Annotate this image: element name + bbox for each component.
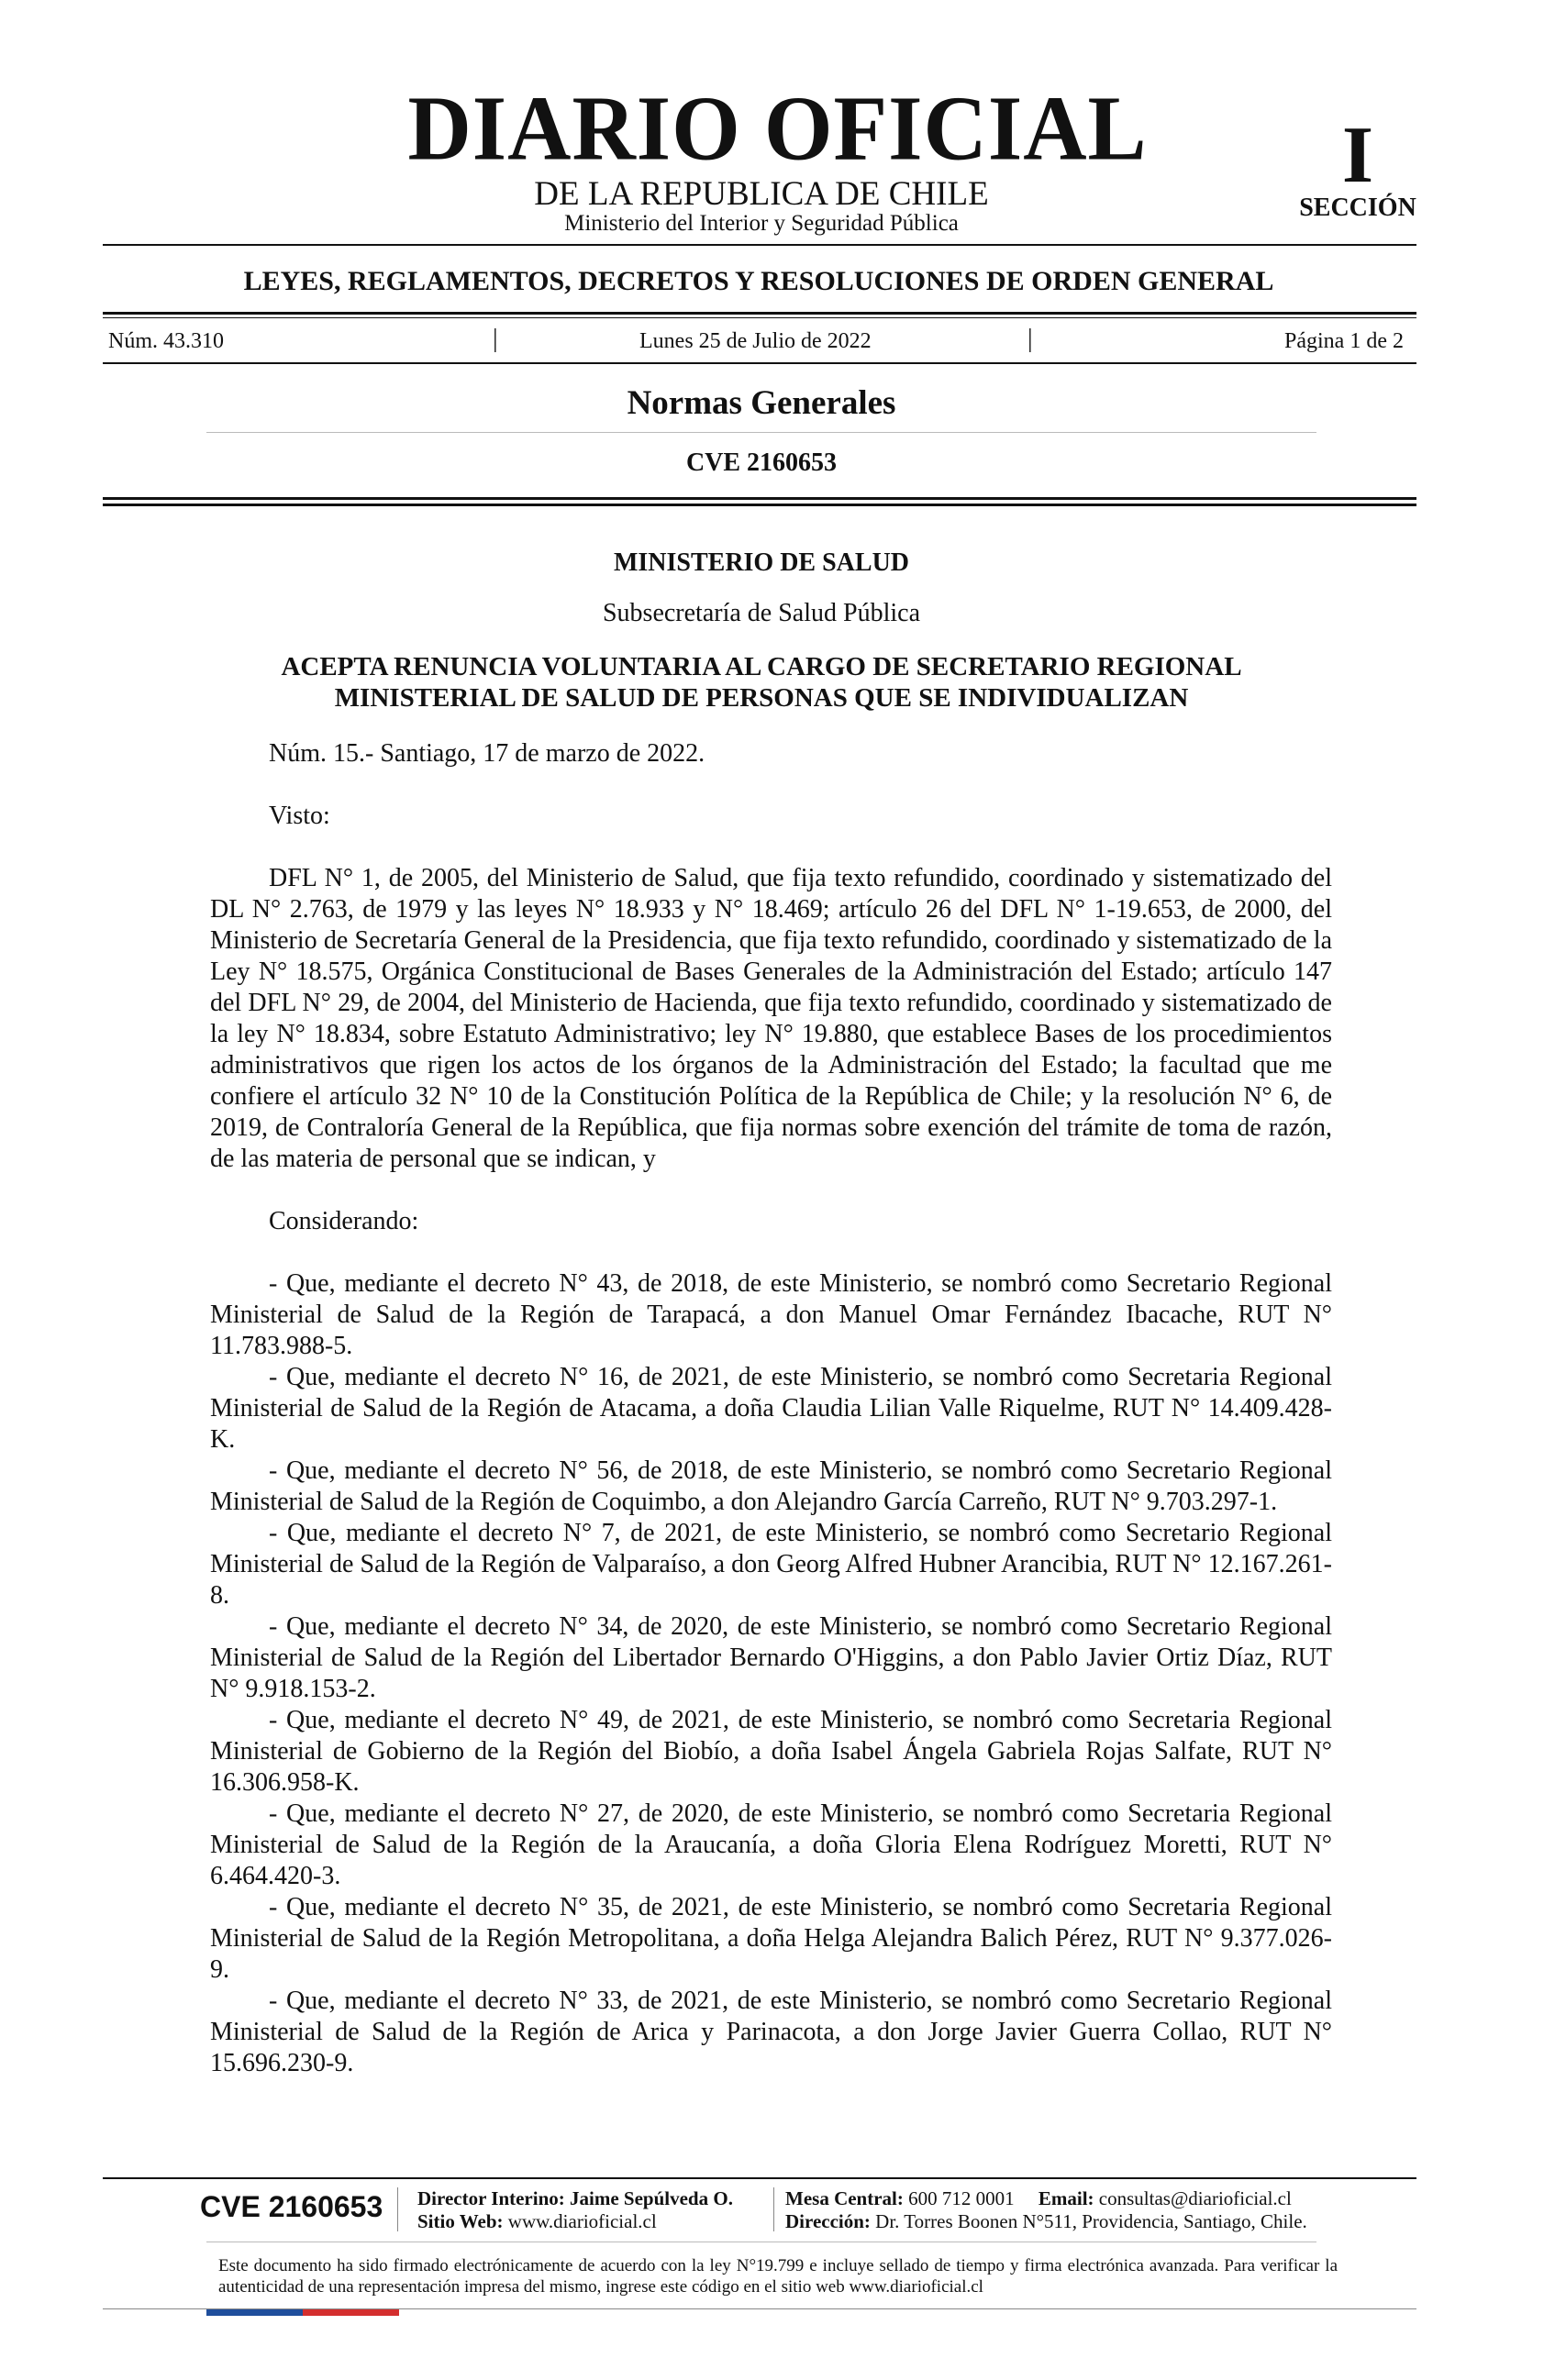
footer-divider bbox=[773, 2187, 774, 2231]
considerando-item: - Que, mediante el decreto N° 34, de 2020, de este Ministerio, se nombró como Secretario Regional Ministerial de Salud de la Región del Libertador Bernardo O'Higgins, a don Pablo Javier Ortiz Díaz, RUT N° 9.918.153-2. bbox=[210, 1612, 1332, 1703]
considerando-item: - Que, mediante el decreto N° 43, de 2018, de este Ministerio, se nombró como Secretario Regional Ministerial de Salud de la Región de Tarapacá, a don Manuel Omar Fernández Ibacache, RUT N° 11.783.988-5. bbox=[210, 1269, 1332, 1360]
cve-code: CVE 2160653 bbox=[685, 448, 838, 477]
category-line: LEYES, REGLAMENTOS, DECRETOS Y RESOLUCIONES DE ORDEN GENERAL bbox=[243, 266, 1274, 296]
issue-date: Lunes 25 de Julio de 2022 bbox=[639, 329, 872, 353]
category-rule-thin bbox=[103, 317, 1416, 318]
section-heading: Normas Generales bbox=[627, 384, 896, 422]
considerando-item: - Que, mediante el decreto N° 49, de 2021, de este Ministerio, se nombró como Secretaria Regional Ministerial de Gobierno de la Región del Biobío, a doña Isabel Ángela Gabriela Rojas Salfate, RUT N° 16.306.958-K. bbox=[210, 1706, 1332, 1797]
masthead-rule-top bbox=[103, 244, 1416, 246]
footer-director bbox=[417, 2187, 733, 2210]
category-rule-thick bbox=[103, 312, 1416, 315]
issue-number: Núm. 43.310 bbox=[108, 329, 224, 353]
footer-address-label: Dirección: bbox=[785, 2210, 871, 2232]
issue-separator: | bbox=[1027, 325, 1033, 353]
issue-rule bbox=[103, 362, 1416, 364]
footer-website-link[interactable]: www.diarioficial.cl bbox=[507, 2210, 657, 2232]
subsecretaria: Subsecretaría de Salud Pública bbox=[602, 599, 920, 627]
visto-paragraph: DFL N° 1, de 2005, del Ministerio de Salud, que fija texto refundido, coordinado y sistematizado del DL N° 2.763, de 1979 y las leyes N° 18.933 y N° 18.469; artículo 26 del DFL N° 1-19.653, de 2000, del Ministerio de Secretaría General de la Presidencia, que fija texto refundido, coordinado y sistematizado de la Ley N° 18.575, Orgánica Constitucional de Bases Generales de la Administración del Estado; artículo 147 del DFL N° 29, de 2004, del Ministerio de Hacienda, que fija texto refundido, coordinado y sistematizado de la ley N° 18.834, sobre Estatuto Administrativo; ley N° 19.880, que establece Bases de los procedimientos administrativos que rigen los actos de los órganos de la Administración del Estado; la facultad que me confiere el artículo 32 N° 10 de la Constitución Política de la República de Chile; y la resolución N° 6, de 2019, de Contraloría General de la República, que fija normas sobre exención del trámite de toma de razón, de las materia de personal que se indican, y bbox=[210, 864, 1332, 1173]
considerando-item: - Que, mediante el decreto N° 56, de 2018, de este Ministerio, se nombró como Secretario Regional Ministerial de Salud de la Región de Coquimbo, a don Alejandro García Carreño, RUT N° 9.703.297-1. bbox=[210, 1456, 1332, 1516]
considerando-item: - Que, mediante el decreto N° 7, de 2021, de este Ministerio, se nombró como Secretario Regional Ministerial de Salud de la Región de Valparaíso, a don Georg Alfred Hubner Arancibia, RUT N° 12.167.261-8. bbox=[210, 1519, 1332, 1610]
document-title-line: ACEPTA RENUNCIA VOLUNTARIA AL CARGO DE SECRETARIO REGIONAL bbox=[281, 652, 1242, 681]
masthead-ministry: Ministerio del Interior y Seguridad Pública bbox=[564, 211, 959, 236]
document-title-line: MINISTERIAL DE SALUD DE PERSONAS QUE SE INDIVIDUALIZAN bbox=[334, 683, 1189, 713]
footer-website-label: Sitio Web: bbox=[417, 2210, 504, 2232]
decree-number-line: Núm. 15.- Santiago, 17 de marzo de 2022. bbox=[269, 739, 705, 768]
considerando-item: - Que, mediante el decreto N° 27, de 2020, de este Ministerio, se nombró como Secretaria Regional Ministerial de Salud de la Región de la Araucanía, a doña Gloria Elena Rodríguez Moretti, RUT N° 6.464.420-3. bbox=[210, 1799, 1332, 1890]
section-label: SECCIÓN bbox=[1299, 194, 1416, 222]
document-title bbox=[211, 651, 1312, 714]
visto-label: Visto: bbox=[269, 802, 330, 830]
considerando-item: - Que, mediante el decreto N° 33, de 2021, de este Ministerio, se nombró como Secretario Regional Ministerial de Salud de la Región de Arica y Parinacota, a don Jorge Javier Guerra Collao, RUT N° 15.696.230-9. bbox=[210, 1987, 1332, 2077]
footer-email-label: Email: bbox=[1038, 2187, 1094, 2209]
ministry-name: MINISTERIO DE SALUD bbox=[613, 548, 910, 577]
issue-separator: | bbox=[493, 325, 498, 353]
footer-email-link[interactable]: consultas@diarioficial.cl bbox=[1098, 2187, 1292, 2209]
document-body bbox=[210, 738, 1332, 2079]
considerando-label: Considerando: bbox=[269, 1207, 419, 1235]
footer-rule-top bbox=[103, 2177, 1416, 2179]
flag-stripe-red bbox=[303, 2309, 399, 2316]
footer-legal-note: Este documento ha sido firmado electrónicamente de acuerdo con la ley N°19.799 e incluye sellado de tiempo y firma electrónica avanzada. Para verificar la autenticidad de una representación impresa del mismo, ingrese este código en el sitio web www.diarioficial.cl bbox=[218, 2256, 1338, 2297]
footer-website bbox=[417, 2210, 657, 2233]
masthead-subtitle: DE LA REPUBLICA DE CHILE bbox=[534, 175, 989, 213]
footer-address bbox=[785, 2210, 1307, 2233]
flag-stripe-blue bbox=[206, 2309, 303, 2316]
footer-phone: 600 712 0001 bbox=[908, 2187, 1015, 2209]
section-number: I bbox=[1341, 111, 1374, 200]
footer-divider bbox=[397, 2187, 398, 2231]
considerando-item: - Que, mediante el decreto N° 16, de 2021, de este Ministerio, se nombró como Secretaria Regional Ministerial de Salud de la Región de Atacama, a doña Claudia Lilian Valle Riquelme, RUT N° 14.409.428-K. bbox=[210, 1363, 1332, 1454]
considerando-item: - Que, mediante el decreto N° 35, de 2021, de este Ministerio, se nombró como Secretaria Regional Ministerial de Salud de la Región Metropolitana, a doña Helga Alejandra Balich Pérez, RUT N° 9.377.026-9. bbox=[210, 1893, 1332, 1984]
header-rule-thick-2 bbox=[103, 504, 1416, 506]
issue-page: Página 1 de 2 bbox=[1284, 329, 1404, 353]
footer-director-label: Director Interino: bbox=[417, 2187, 565, 2209]
heading-rule bbox=[206, 432, 1316, 433]
masthead-title: DIARIO OFICIAL bbox=[407, 76, 1148, 180]
footer-director-name: Jaime Sepúlveda O. bbox=[570, 2187, 733, 2209]
header-rule-thick bbox=[103, 497, 1416, 500]
footer-address-value: Dr. Torres Boonen N°511, Providencia, Santiago, Chile. bbox=[875, 2210, 1307, 2232]
footer-contact bbox=[785, 2187, 1292, 2210]
footer-cve-code: CVE 2160653 bbox=[200, 2190, 383, 2223]
footer-phone-label: Mesa Central: bbox=[785, 2187, 904, 2209]
